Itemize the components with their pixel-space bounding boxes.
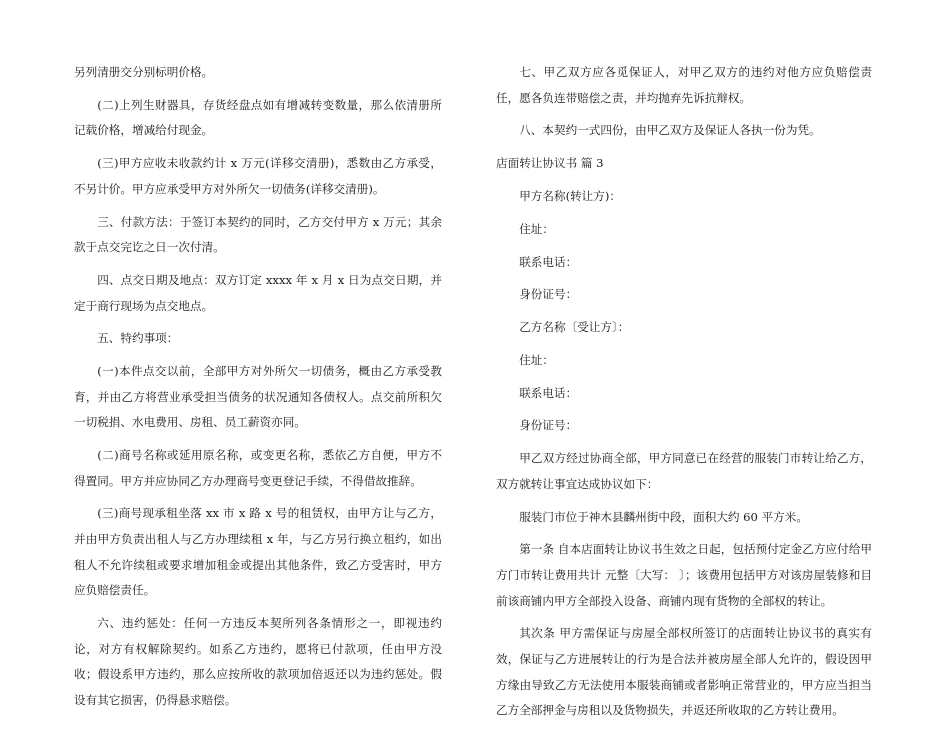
paragraph: 四、点交日期及地点：双方订定 xxxx 年 x 月 x 日为点交日期，并定于商行现场为点交地点。 — [74, 272, 442, 313]
paragraph: 另列清册交分别标明价格。 — [74, 65, 214, 79]
paragraph: 八、本契约一式四份，由甲乙双方及保证人各执一份为凭。 — [519, 123, 821, 138]
paragraph: 七、甲乙双方应各觅保证人，对甲乙双方的违约对他方应负赔偿责任，愿各负连带赔偿之责，并均抛弃先诉抗辩权。 — [496, 65, 872, 105]
paragraph: 服装门市位于神木县麟州街中段，面积大约 60 平方米。 — [519, 509, 808, 524]
right-column — [496, 60, 872, 731]
field-label: 甲方名称(转让方)： — [519, 188, 621, 203]
paragraph: (三)甲方应收未收款约计 x 万元(详移交清册)，悉数由乙方承受，不另计价。甲方应承受甲方对外所欠一切债务(详移交清册)。 — [74, 156, 442, 196]
section-heading: 店面转让协议书 篇 3 — [496, 156, 604, 171]
paragraph: (二)商号名称或延用原名称，或变更名称，悉依乙方自便，甲方不得置同。甲方并应协同乙方办理商号变更登记手续，不得借故推辞。 — [74, 448, 442, 488]
left-column — [74, 60, 442, 721]
field-label: 身份证号： — [519, 287, 578, 302]
paragraph: 第一条 自本店面转让协议书生效之日起，包括预付定金乙方应付给甲方门市转让费用共计 元整〔大写： 〕；该费用包括甲方对该房屋装修和目前该商铺内甲方全部投入设备、商铺内现有货物的全部权的转让。 — [496, 542, 872, 608]
field-label: 联系电话： — [519, 385, 578, 400]
paragraph: 甲乙双方经过协商全部，甲方同意已在经营的服装门市转让给乙方，双方就转让事宜达成协议如下： — [496, 451, 872, 491]
paragraph: (一)本件点交以前，全部甲方对外所欠一切债务，概由乙方承受教育，并由乙方将营业承受担当债务的状况通知各债权人。点交前所积欠一切税捐、水电费用、房租、员工薪资亦同。 — [74, 364, 442, 430]
paragraph: 六、违约惩处：任何一方违反本契所列各条情形之一，即视违约论，对方有权解除契约。如系乙方违约，愿将已付款项，任由甲方没收；假设系甲方违约，那么应按所收的款项加倍返还以为违约惩处。假设有其它损害，仍得悬求赔偿。 — [74, 615, 442, 707]
field-label: 住址： — [519, 352, 554, 367]
paragraph: 三、付款方法：于签订本契约的同时，乙方交付甲方 x 万元；其余款于点交完讫之日一次付清。 — [74, 214, 442, 255]
field-label: 乙方名称〔受让方〕： — [519, 320, 630, 335]
paragraph: (三)商号现承租坐落 xx 市 x 路 x 号的租赁权，由甲方让与乙方，并由甲方负责出租人与乙方办理续租 x 年，与乙方另行换立租约，如出租人不允许续租或要求增加租金或提出其他条件，致乙方受害时，甲方应负赔偿责任。 — [74, 506, 442, 598]
field-label: 联系电话： — [519, 254, 578, 269]
paragraph: 五、特约事项： — [97, 331, 179, 346]
field-label: 身份证号： — [519, 418, 578, 433]
field-label: 住址： — [519, 221, 554, 236]
paragraph: (二)上列生财器具，存货经盘点如有增减转变数量，那么依清册所记载价格，增减给付现金。 — [74, 97, 442, 138]
paragraph: 其次条 甲方需保证与房屋全部权所签订的店面转让协议书的真实有效，保证与乙方进展转让的行为是合法并被房屋全部人允许的，假设因甲方缘由导致乙方无法使用本服装商铺或者影响正常营业的，甲方应当担当乙方全部押金与房租以及货物损失，并返还所收取的乙方转让费用。 — [496, 626, 872, 718]
